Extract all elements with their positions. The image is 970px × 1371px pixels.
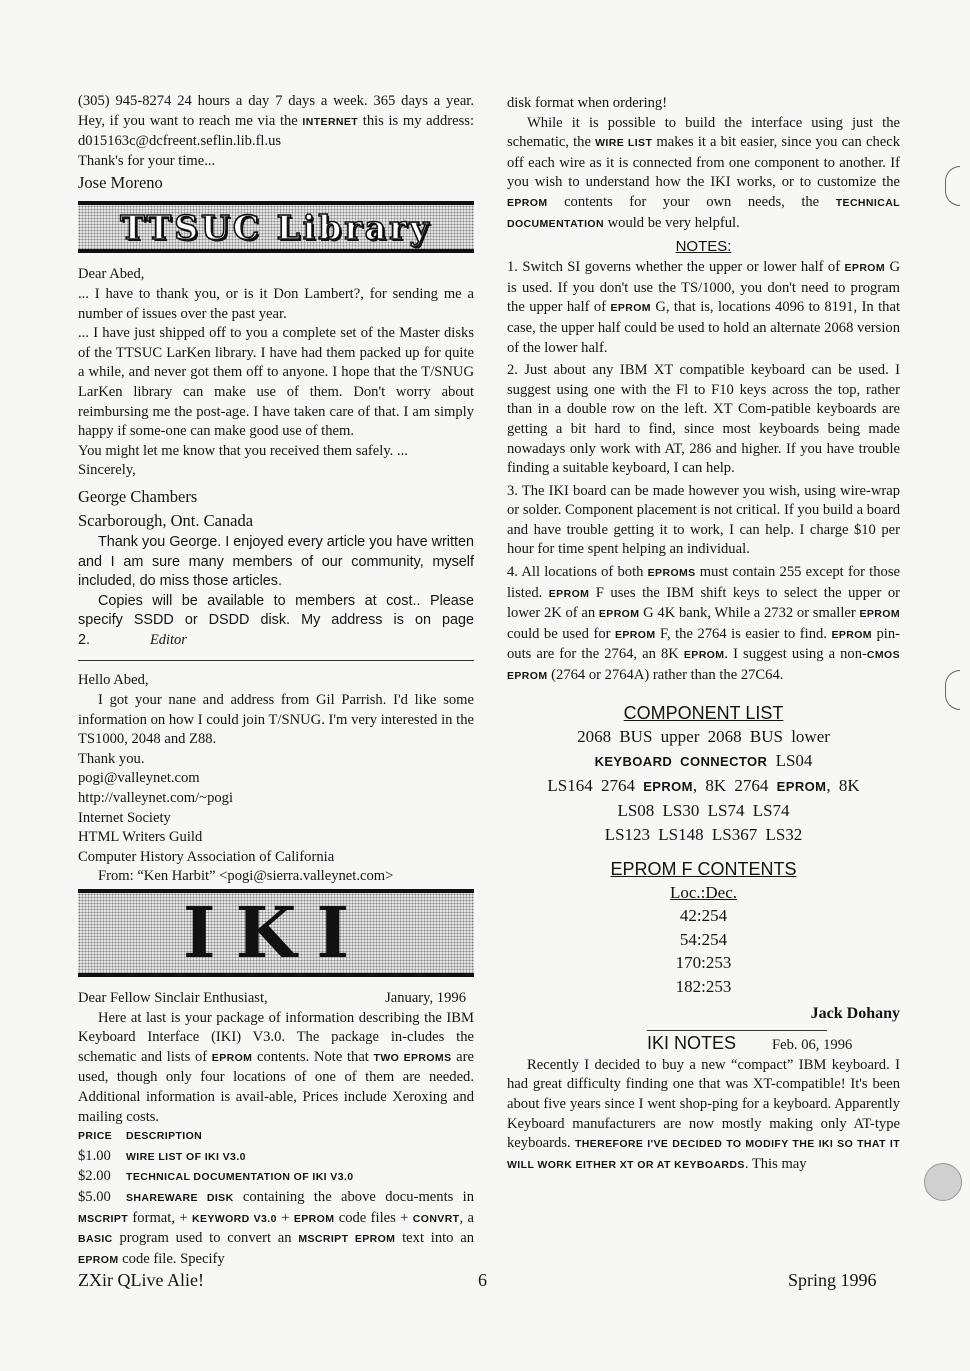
harbit-line: Internet Society	[78, 809, 171, 826]
smallcaps-term: EPROM	[844, 262, 886, 275]
component-row	[507, 799, 900, 823]
iki-notes-title: IKI NOTES	[647, 1033, 737, 1054]
smallcaps-term: EPROM	[643, 778, 693, 794]
text-run: code file. Specify	[118, 1250, 225, 1267]
iki-notes-rule	[647, 1030, 827, 1031]
punch-hole-shape	[924, 1163, 962, 1201]
price-header-desc: DESCRIPTION	[126, 1130, 203, 1143]
text-run: LS08 LS30 LS74 LS74	[617, 800, 790, 820]
smallcaps-term: EPROM	[78, 1253, 119, 1266]
text-run: contents. Note that	[252, 1048, 374, 1065]
note-3	[507, 482, 900, 560]
smallcaps-term: EPROM	[598, 608, 640, 621]
wire-list-paragraph	[507, 114, 900, 235]
iki-letter-body	[78, 1009, 474, 1128]
divider-rule	[78, 660, 474, 661]
text-run: contents for your own needs, the	[547, 193, 836, 210]
price-value: $1.00	[78, 1147, 111, 1164]
editor-reply-1: Thank you George. I enjoyed every article you have written and I am sure many members of our community, myself included, do miss those articles.	[78, 533, 474, 590]
smallcaps-term: EPROMS	[647, 567, 696, 580]
text-run: format, +	[128, 1209, 192, 1226]
component-row	[507, 749, 900, 774]
smallcaps-term: CONVRT	[412, 1212, 460, 1225]
text-run: . This may	[744, 1155, 807, 1172]
component-list-heading: COMPONENT LIST	[623, 702, 784, 723]
moreno-intro	[78, 92, 474, 152]
text-run: F uses the IBM shift keys to select the upper or lower 2K of an	[507, 584, 900, 622]
chambers-greeting: Dear Abed,	[78, 266, 145, 283]
moreno-thanks: Thank's for your time...	[78, 152, 216, 169]
iki-notes-header	[507, 1033, 900, 1056]
text-run: +	[276, 1209, 294, 1226]
text-run: LS164 2764	[547, 775, 644, 795]
chambers-closing: Sincerely,	[78, 462, 136, 479]
smallcaps-term: EPROM	[610, 302, 651, 315]
iki-letter-header	[78, 989, 474, 1009]
smallcaps-term: TECHNICAL DOCUMENTATION	[507, 196, 900, 230]
text-run: (2764 or 2764A) rather than the 27C64.	[547, 667, 784, 684]
harbit-from: From: “Ken Harbit” <pogi@sierra.valleynet.com>	[98, 868, 394, 885]
text-run: F, the 2764 is easier to find.	[655, 625, 832, 642]
note-4	[507, 563, 900, 687]
harbit-greeting: Hello Abed,	[78, 672, 149, 689]
continued-line: disk format when ordering!	[507, 95, 668, 111]
price-header-row	[78, 1127, 474, 1147]
smallcaps-term: KEYWORD V3.0	[191, 1212, 277, 1225]
iki-letter-greeting: Dear Fellow Sinclair Enthusiast,	[78, 990, 268, 1006]
note-2	[507, 361, 900, 479]
text-run: this is my address: d015163c@dcfreent.seflin.lib.fl.us	[78, 112, 474, 150]
text-run: , 8K	[826, 775, 860, 795]
text-run: LS04	[767, 750, 813, 770]
text-run: 4. All locations of both	[507, 564, 648, 581]
harbit-line: pogi@valleynet.com	[78, 770, 200, 787]
smallcaps-term: EPROM	[776, 778, 827, 794]
text-run: containing the above docu-ments in	[233, 1188, 474, 1205]
right-column	[507, 92, 900, 1175]
price-value: $2.00	[78, 1168, 111, 1185]
binder-notch-shape	[945, 670, 960, 710]
price-value: $5.00	[78, 1188, 111, 1205]
iki-letter-date: January, 1996	[385, 990, 466, 1006]
smallcaps-term: EPROM	[683, 649, 725, 662]
smallcaps-term: TWO EPROMS	[373, 1051, 452, 1064]
harbit-thanks: Thank you.	[78, 750, 145, 767]
text-run: G 4K bank, While a 2732 or smaller	[639, 605, 860, 622]
iki-notes-body	[507, 1056, 900, 1176]
binder-notch-shape	[945, 166, 960, 206]
iki-notes-date: Feb. 06, 1996	[772, 1037, 853, 1054]
editor-reply-2-text: Copies will be available to members at cost.. Please specify SSDD or DSDD disk. My address is on page 2.	[78, 592, 474, 648]
footer-right: Spring 1996	[788, 1270, 877, 1290]
eprom-f-value: 42:254	[679, 906, 728, 926]
text-run: text into an	[395, 1230, 475, 1247]
price-row	[78, 1167, 474, 1188]
notes-heading: NOTES:	[675, 238, 732, 256]
component-row	[507, 823, 900, 847]
eprom-f-heading: EPROM F CONTENTS	[610, 858, 797, 879]
component-row	[507, 725, 900, 749]
left-column	[78, 92, 474, 1270]
harbit-line: Computer History Association of California	[78, 848, 335, 865]
smallcaps-term: EPROM	[615, 628, 656, 641]
smallcaps-term: WIRE LIST OF IKI V3.0	[126, 1150, 246, 1163]
text-run: . I suggest using a non-	[724, 646, 867, 663]
text-run: (305) 945-8274 24 hours a day 7 days a week. 365 days a year. Hey, if you want to reach me via the	[78, 93, 474, 129]
text-run: would be very helpful.	[603, 214, 740, 231]
smallcaps-term: THEREFORE I'VE DECIDED TO MODIFY THE IKI SO THAT IT WILL WORK EITHER XT OR AT KEYBOARDS	[507, 1138, 901, 1171]
text-run: G, that is, locations 4096 to 8191, In that case, the upper half could be used to hold an alternate 2068 version of the lower half.	[507, 299, 900, 356]
eprom-f-value: 182:253	[675, 976, 732, 996]
smallcaps-term: INTERNET	[302, 115, 359, 128]
chambers-para-2: ... I have just shipped off to you a complete set of the Master disks of the TTSUC LarKen library. I have had them packed up for quite a while, and never got them off to anyone. I hope that the T/SNUG LarKen library can make use of them. Don't worry about reimbursing me the post-age. I have taken care of that. I am simply happy if some-one can make good use of them.	[78, 325, 474, 440]
text-run: could be used for	[507, 625, 615, 642]
ttsuc-library-banner-text: TTSUC Library	[120, 207, 432, 247]
text-run: 2. Just about any IBM XT compatible keyboard can be used. I suggest using one with the Fl to F10 keys across the top, rather than in a double row on the left. XT Com-patible keyboards are getting a bit hard to find, since most keyboards being made nowadays only work with AT, 286 and higher. If you have trouble finding a suitable keyboard, I can help.	[507, 362, 900, 477]
moreno-signature: Jose Moreno	[78, 173, 163, 193]
smallcaps-term: CMOS EPROM	[507, 649, 900, 683]
footer-left: ZXir QLive Alie!	[78, 1270, 204, 1290]
harbit-body: I got your nane and address from Gil Parrish. I'd like some information on how I could join T/SNUG. I'm very interested in the TS1000, 2048 and Z88.	[78, 692, 474, 748]
iki-banner-text: IKI	[182, 891, 370, 974]
text-run: code files +	[334, 1209, 413, 1226]
smallcaps-term: MSCRIPT EPROM	[298, 1233, 396, 1246]
smallcaps-term: MSCRIPT	[78, 1212, 129, 1225]
smallcaps-term: EPROM	[859, 608, 900, 621]
harbit-line: http://valleynet.com/~pogi	[78, 790, 234, 807]
text-run: 1. Switch SI governs whether the upper or lower half of	[507, 259, 845, 276]
text-run: program used to convert an	[112, 1230, 299, 1247]
text-run: Recently I decided to buy a new “compact” IBM keyboard. I had great difficulty finding one that was XT-compatible! It's been about five years since I went shop-ping for a keyboard. Apparently Keyboard manufacturers are now mostly making only AT-type keyboards.	[507, 1056, 900, 1152]
chambers-para-3: You might let me know that you received them safely. ...	[78, 442, 408, 459]
text-run: 3. The IKI board can be made however you wish, using wire-wrap or solder. Component placement is not critical. If you build a board and have trouble getting it to work, I can help. I charge $10 per hour for time spent helping an individual.	[507, 482, 900, 558]
author-signature: Jack Dohany	[810, 1005, 900, 1023]
smallcaps-term: KEYBOARD CONNECTOR	[594, 753, 768, 769]
smallcaps-term: EPROM	[548, 587, 590, 600]
text-run: must contain 255 except for those listed.	[507, 564, 900, 601]
smallcaps-term: EPROM	[507, 196, 548, 209]
chambers-para-1: ... I have to thank you, or is it Don Lambert?, for sending me a number of issues over the past year.	[78, 285, 474, 322]
price-description	[126, 1167, 474, 1188]
eprom-f-subheading: Loc.:Dec.	[669, 882, 738, 902]
text-run: , 8K 2764	[692, 775, 777, 795]
smallcaps-term: WIRE LIST	[595, 137, 653, 150]
text-run: makes it a bit easier, since you can check off each wire as it is connected from one component to another. If you wish to understand how the IKI works, or to customize the	[507, 134, 900, 191]
smallcaps-term: BASIC	[78, 1233, 113, 1246]
text-run: pin-outs are for the 2764, an 8K	[507, 625, 900, 663]
editor-signature: Editor	[150, 631, 187, 648]
eprom-f-value: 54:254	[679, 929, 728, 949]
smallcaps-term: EPROM	[293, 1212, 335, 1225]
iki-banner	[78, 889, 474, 977]
price-header-price: PRICE	[78, 1130, 113, 1143]
harbit-line: HTML Writers Guild	[78, 829, 203, 846]
price-row-shareware	[78, 1188, 474, 1270]
text-run: , a	[459, 1209, 475, 1226]
editor-reply-2	[78, 592, 474, 651]
price-description	[126, 1147, 474, 1168]
note-1	[507, 258, 900, 358]
ttsuc-library-banner	[78, 201, 474, 253]
text-run: 2068 BUS upper 2068 BUS lower	[577, 726, 830, 746]
text-run: G is used. If you don't use the TS/1000, you don't need to program the upper half of	[507, 259, 900, 316]
smallcaps-term: SHAREWARE DISK	[126, 1191, 234, 1204]
page-number: 6	[478, 1270, 487, 1290]
chambers-name: George Chambers	[78, 486, 198, 506]
component-row	[507, 774, 900, 799]
text-run: Here at last is your package of information describing the IBM Keyboard Interface (IKI) V3.0. The package in-cludes the schematic and lists of	[78, 1009, 474, 1065]
chambers-location: Scarborough, Ont. Canada	[78, 510, 254, 530]
text-run: While it is possible to build the interface using just the schematic, the	[507, 114, 900, 151]
text-run: are used, though only four locations of one of them are needed. Additional information is avail-able, Prices include Xeroxing and mailing costs.	[78, 1048, 474, 1125]
smallcaps-term: EPROM	[831, 628, 872, 641]
text-run: LS123 LS148 LS367 LS32	[604, 824, 803, 844]
eprom-f-value: 170:253	[675, 953, 732, 973]
price-row	[78, 1147, 474, 1168]
smallcaps-term: TECHNICAL DOCUMENTATION OF IKI V3.0	[126, 1171, 354, 1184]
price-description	[78, 1189, 474, 1267]
smallcaps-term: EPROM	[211, 1051, 253, 1064]
